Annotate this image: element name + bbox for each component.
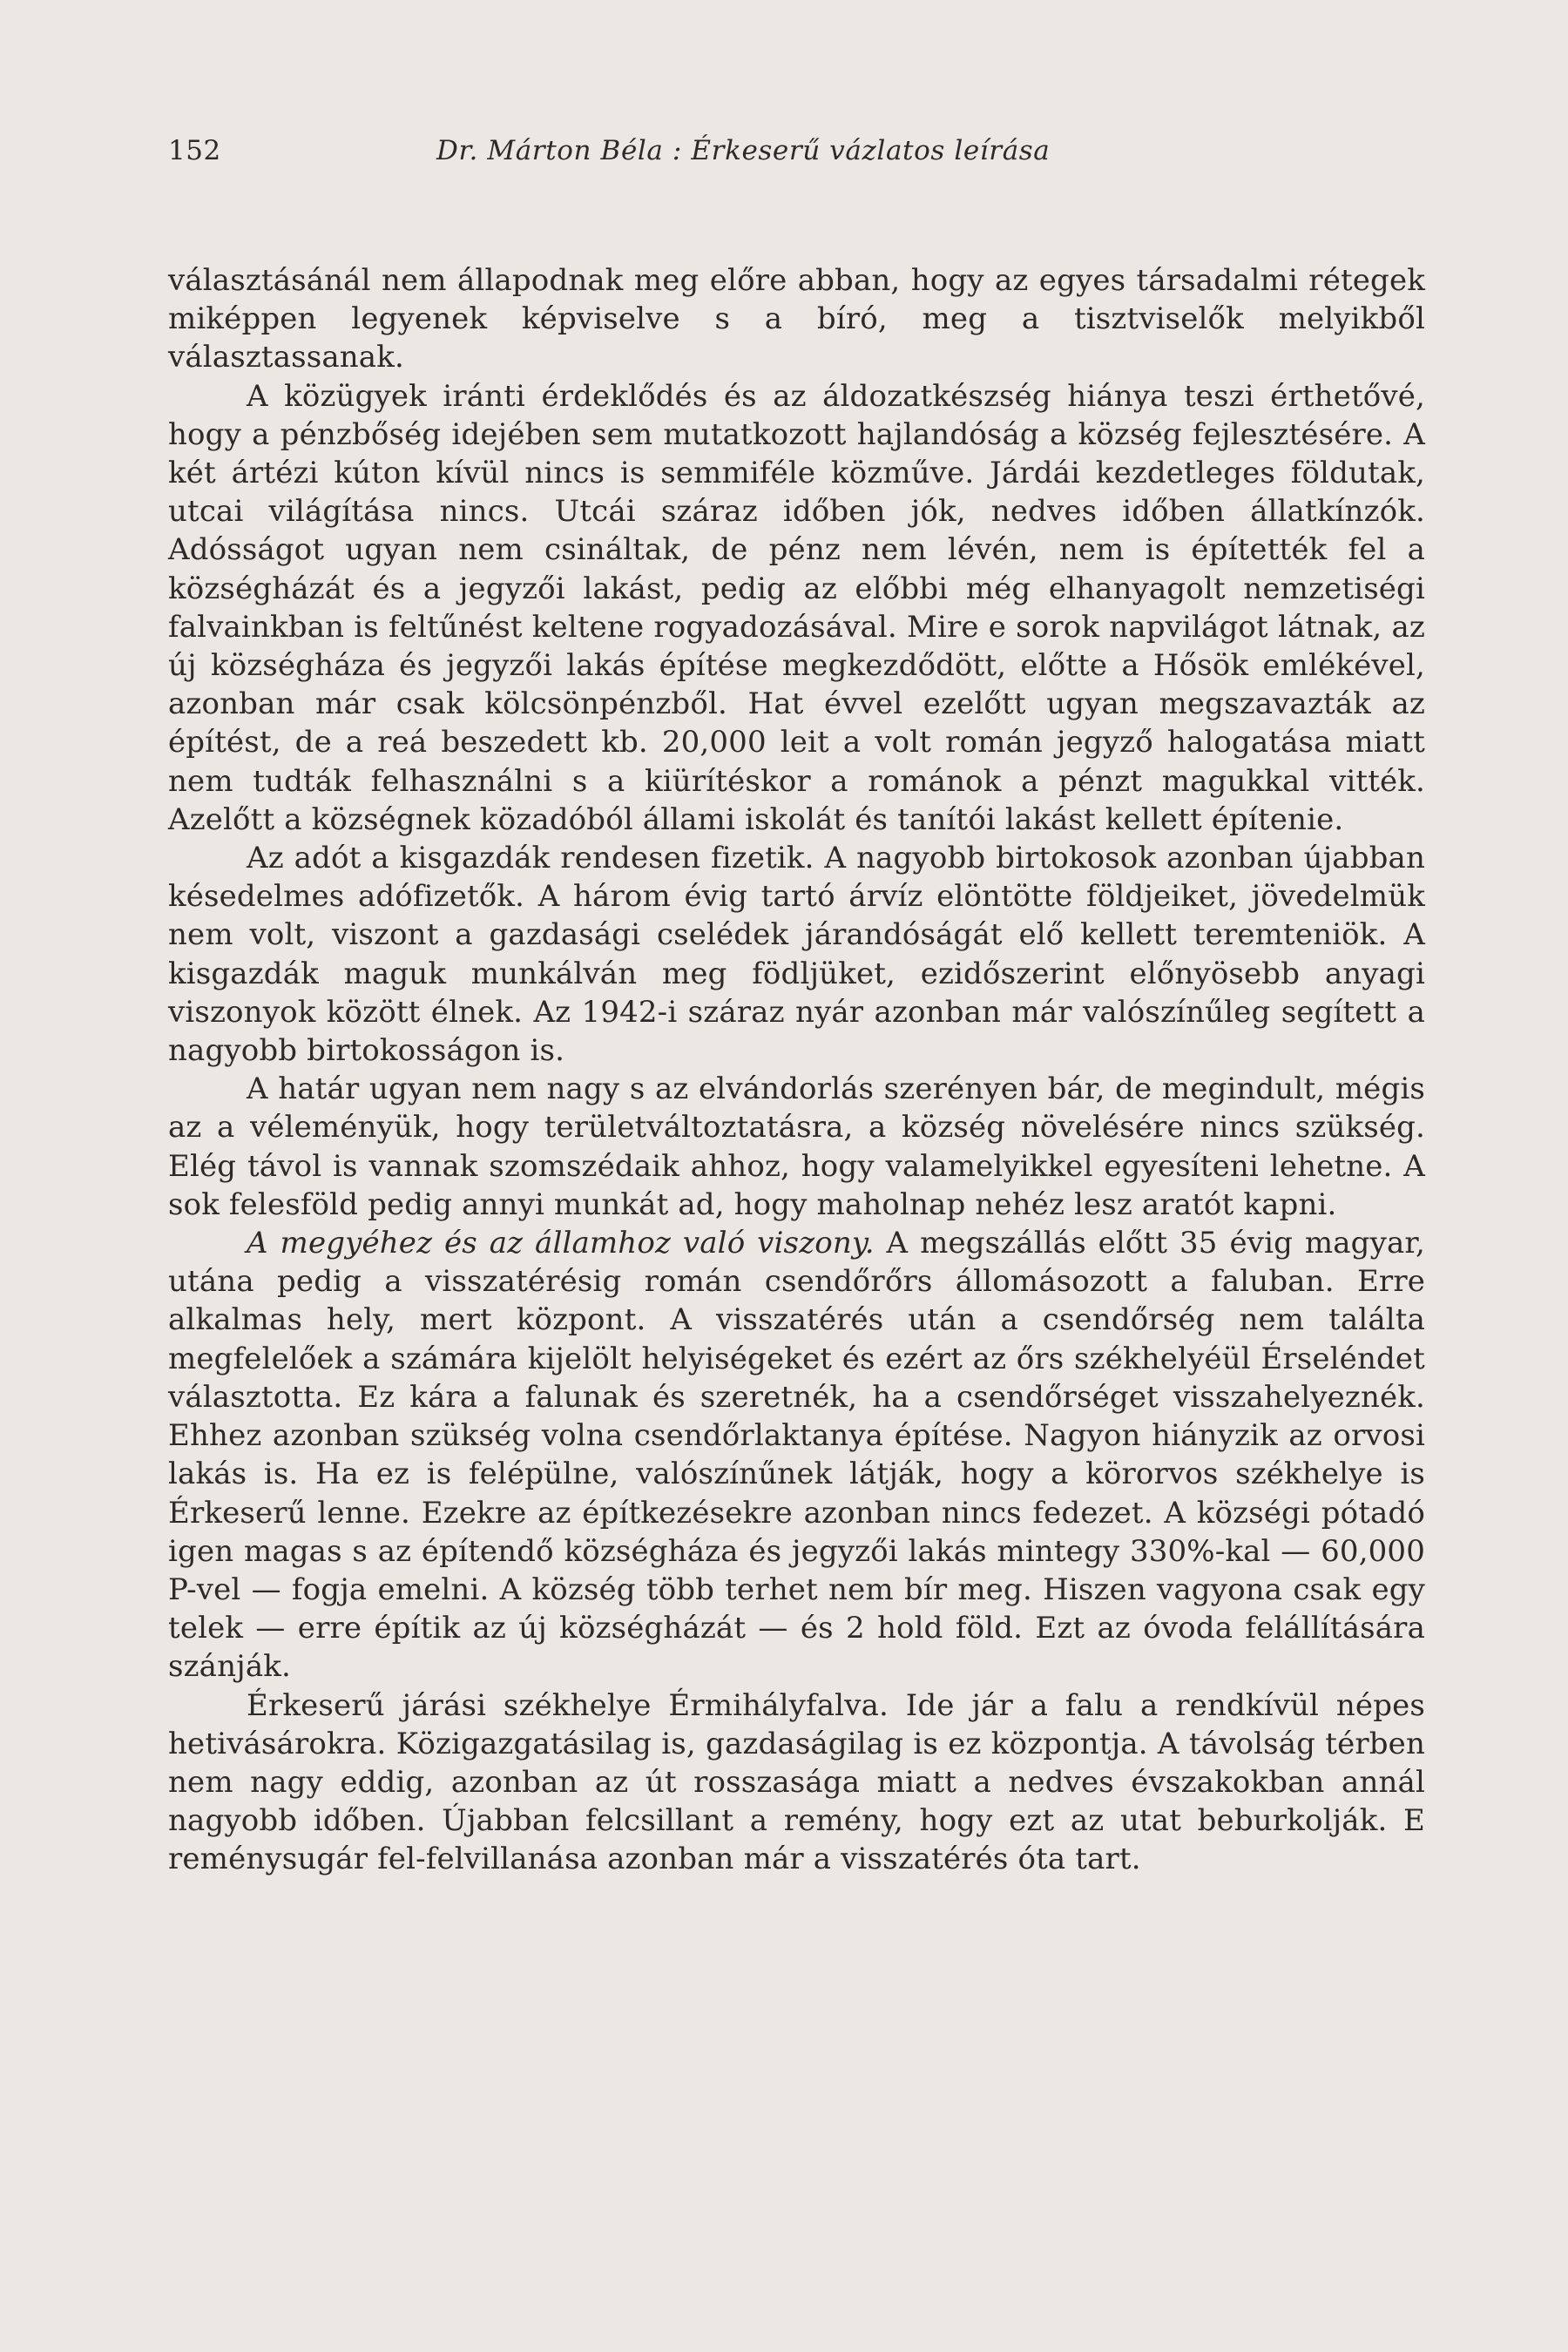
body-text [168,261,1425,1879]
page-number: 152 [168,135,221,166]
running-title: Dr. Márton Béla : Érkeserű vázlatos leírása [436,135,1051,166]
paragraph-public-affairs [168,377,1425,839]
paragraph-taxes [168,839,1425,1070]
paragraph-continuation [168,261,1425,377]
paragraph-text: A megszállás előtt 35 évig magyar, utána pedig a visszatérésig román csendőrőrs állomásozott a faluban. Erre alkalmas hely, mert központ. A visszatérés után a csendőrség nem találta megfelelőek a számára kijelölt helyiségeket és ezért az őrs székhelyéül Érseléndet választotta. Ez kára a falunak és szeretnék, ha a csendőrséget visszahelyeznék. Ehhez azonban szükség volna csendőrlaktanya építése. Nagyon hiányzik az orvosi lakás is. Ha ez is felépülne, valószínűnek látják, hogy a körorvos székhelye is Érkeserű lenne. Ezekre az építkezésekre azonban nincs fedezet. A községi pótadó igen magas s az építendő községháza és jegyzői lakás mintegy 330%-kal — 60,000 P-vel — fogja emelni. A község több terhet nem bír meg. Hiszen vagyona csak egy telek — erre építik az új községházát — és 2 hold föld. Ezt az óvoda felállítására szánják. [168,1226,1425,1685]
paragraph-boundary [168,1070,1425,1224]
paragraph-county-state-relation [168,1224,1425,1686]
paragraph-text: A közügyek iránti érdeklődés és az áldozatkészség hiánya teszi érthetővé, hogy a pénzbőség idejében sem mutatkozott hajlandóság a község fejlesztésére. A két ártézi kúton kívül nincs is semmiféle közműve. Járdái kezdetleges földutak, utcai világítása nincs. Utcái száraz időben jók, nedves időben állatkínzók. Adósságot ugyan nem csináltak, de pénz nem lévén, nem is építették fel a községházát és a jegyzői lakást, pedig az előbbi még elhanyagolt nemzetiségi falvainkban is feltűnést keltene rogyadozásával. Mire e sorok napvilágot látnak, az új községháza és jegyzői lakás építése megkezdődött, előtte a Hősök emlékével, azonban már csak kölcsönpénzből. Hat évvel ezelőtt ugyan megszavazták az építést, de a reá beszedett kb. 20,000 leit a volt román jegyző halogatása miatt nem tudták felhasználni s a kiürítéskor a románok a pénzt magukkal vitték. Azelőtt a községnek közadóból állami iskolát és tanítói lakást kellett építenie. [168,378,1425,837]
paragraph-district-seat [168,1686,1425,1879]
paragraph-text: Érkeserű járási székhelye Érmihályfalva. Ide jár a falu a rendkívül népes hetivásárokra. Közigazgatásilag is, gazdaságilag is ez központja. A távolság térben nem nagy eddig, azonban az út rosszasága miatt a nedves évszakokban annál nagyobb időben. Újabban felcsillant a remény, hogy ezt az utat beburkolják. E reménysugár fel-felvillanása azonban már a visszatérés óta tart. [168,1687,1425,1877]
section-heading-italic: A megyéhez és az államhoz való viszony. [247,1226,875,1261]
paragraph-text: Az adót a kisgazdák rendesen fizetik. A nagyobb birtokosok azonban újabban késedelmes adófizetők. A három évig tartó árvíz elöntötte földjeiket, jövedelmük nem volt, viszont a gazdasági cselédek járandóságát elő kellett teremteniök. A kisgazdák maguk munkálván meg födljüket, ezidőszerint előnyösebb anyagi viszonyok között élnek. Az 1942-i száraz nyár azonban már valószínűleg segített a nagyobb birtokosságon is. [168,841,1425,1069]
running-head [168,135,1423,179]
paragraph-text: választásánál nem állapodnak meg előre abban, hogy az egyes társadalmi rétegek miképpen legyenek képviselve s a bíró, meg a tisztviselők melyikből választassanak. [168,263,1425,375]
paragraph-text: A határ ugyan nem nagy s az elvándorlás szerényen bár, de megindult, mégis az a véleményük, hogy területváltoztatásra, a község növelésére nincs szükség. Elég távol is vannak szomszédaik ahhoz, hogy valamelyikkel egyesíteni lehetne. A sok felesföld pedig annyi munkát ad, hogy maholnap nehéz lesz aratót kapni. [168,1071,1425,1222]
